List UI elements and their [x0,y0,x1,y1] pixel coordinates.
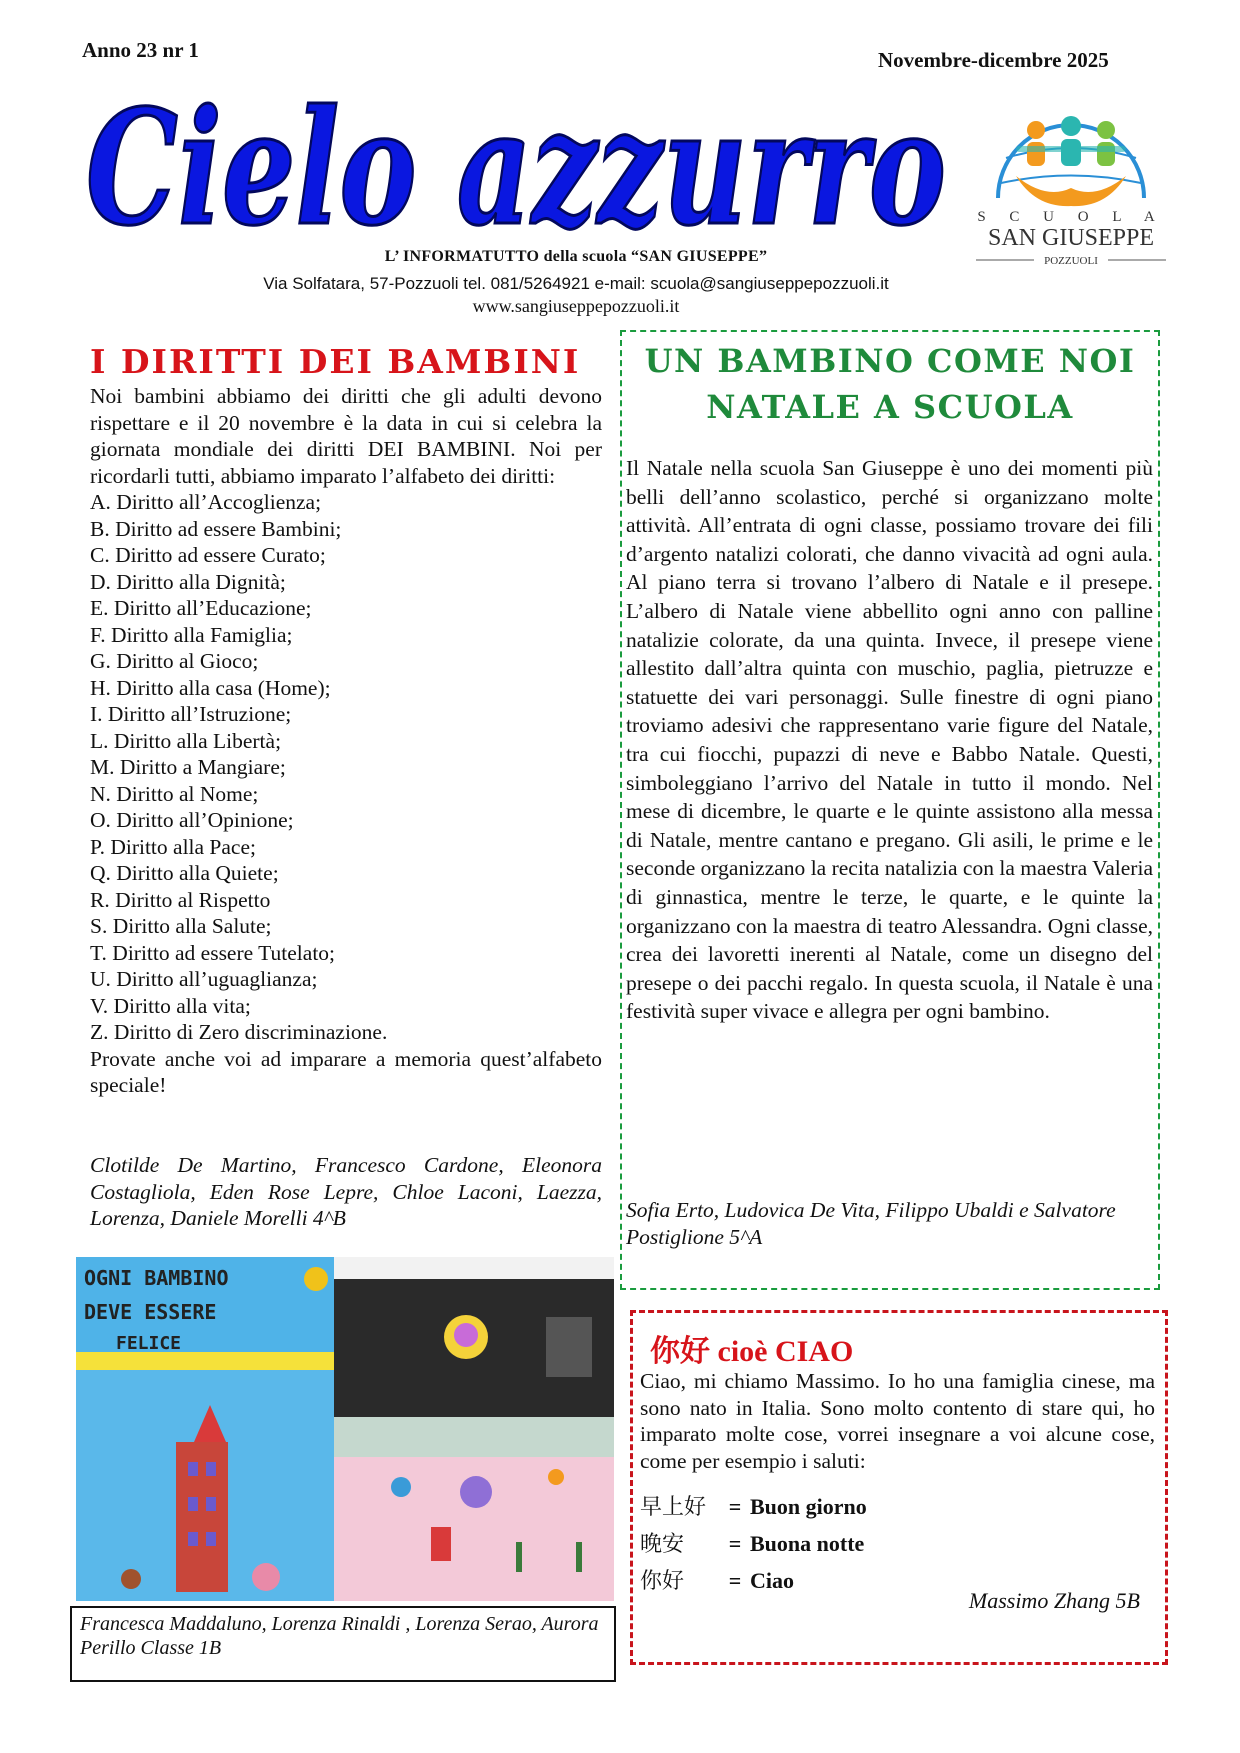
logo-scuola: S C U O L A [977,209,1165,225]
drawing-caption: Francesca Maddaluno, Lorenza Rinaldi , Lorenza Serao, Aurora Perillo Classe 1B [70,1606,616,1682]
greeting-row [640,1490,867,1521]
left-article-body [90,383,602,1099]
children-figures-icon [1016,116,1126,166]
list-item: G. Diritto al Gioco; [90,649,259,673]
list-item: B. Diritto ad essere Bambini; [90,516,342,541]
list-item: I. Diritto all’Istruzione; [90,702,292,726]
greeting-equals: = [728,1531,742,1556]
greeting-chinese: 早上好 [640,1495,707,1520]
list-item: T. Diritto ad essere Tutelato; [90,940,336,965]
greeting-row [640,1527,864,1558]
list-item: S. Diritto alla Salute; [90,914,272,938]
right-article-authors: Sofia Erto, Ludovica De Vita, Filippo Ubaldi e Salvatore Postiglione 5^A [626,1198,1116,1249]
address-line: Via Solfatara, 57-Pozzuoli tel. 081/5264921 e-mail: scuola@sangiuseppepozzuoli.it [263,274,889,293]
drawing-text-1: OGNI BAMBINO [84,1266,229,1290]
list-item: F. Diritto alla Famiglia; [90,622,293,647]
list-item: D. Diritto alla Dignità; [90,569,286,594]
greeting-row [640,1564,794,1595]
list-item: A. Diritto all’Accoglienza; [90,490,322,514]
list-item: E. Diritto all’Educazione; [90,596,312,620]
left-article-intro: Noi bambini abbiamo dei diritti che gli adulti devono rispettare e il 20 novembre è la data in cui si celebra la giornata mondiale dei diritti DEI BAMBINI. Noi per ricordarli tutti, abbiamo imparato l’alfabeto dei diritti: [90,384,602,488]
masthead-title [76,55,956,270]
greeting-equals: = [728,1494,742,1519]
list-item: L. Diritto alla Libertà; [90,728,282,753]
left-article-authors: Clotilde De Martino, Francesco Cardone, Eleonora Costagliola, Eden Rose Lepre, Chloe Laconi, Laezza, Lorenza, Daniele Morelli 4^B [90,1153,602,1230]
list-item: P. Diritto alla Pace; [90,834,256,859]
tagline: L’ INFORMATUTTO della scuola “SAN GIUSEPPE” [384,248,768,265]
logo-name: SAN GIUSEPPE [987,225,1155,251]
greeting-chinese: 你好 [640,1569,685,1594]
list-item: Z. Diritto di Zero discriminazione. [90,1020,388,1044]
list-item: M. Diritto a Mangiare; [90,755,286,779]
list-item: R. Diritto al Rispetto [90,887,271,912]
rights-list [90,489,602,1046]
issue-number: Anno 23 nr 1 [82,38,199,62]
list-item: H. Diritto alla casa (Home); [90,675,331,700]
list-item: O. Diritto all’Opinione; [90,808,294,832]
list-item: C. Diritto ad essere Curato; [90,543,326,567]
issue-date: Novembre-dicembre 2025 [878,48,1109,72]
ciao-signature: Massimo Zhang 5B [968,1588,1140,1613]
right-article-title [620,338,1160,430]
hands-icon [1016,176,1126,206]
masthead-text: Cielo azzurro [86,76,946,261]
ciao-title: 你好 cioè CIAO [650,1335,854,1368]
list-item: U. Diritto all’uguaglianza; [90,967,318,991]
list-item: N. Diritto al Nome; [90,781,259,806]
list-item: V. Diritto alla vita; [90,993,251,1018]
list-item: Q. Diritto alla Quiete; [90,861,279,885]
greeting-italian: Buon giorno [750,1494,867,1519]
greeting-italian: Ciao [750,1568,794,1593]
right-title-line1: UN BAMBINO COME NOI [644,342,1136,380]
left-article-closing: Provate anche voi ad imparare a memoria quest’alfabeto speciale! [90,1046,602,1097]
logo-city: POZZUOLI [1044,255,1098,267]
drawing-text-3: FELICE [116,1333,182,1354]
right-title-line2: NATALE A SCUOLA [706,388,1074,426]
greeting-italian: Buona notte [750,1531,865,1556]
school-logo [976,88,1166,274]
left-article-title: I DIRITTI DEI BAMBINI [90,342,581,381]
drawing-text-2: DEVE ESSERE [84,1300,217,1324]
website-link[interactable]: www.sangiuseppepozzuoli.it [472,296,680,316]
right-article-body: Il Natale nella scuola San Giuseppe è uno dei momenti più belli dell’anno scolastico, perché si organizzano molte attività. All’entrata di ogni classe, possiamo trovare dei fili d’argento natalizi colorati, che danno vivacità ad ogni aula. Al piano terra si trovano l’albero di Natale e il presepe. L’albero di Natale viene abbellito ogni anno con palline natalizie colorate, da una quinta. Invece, il presepe viene allestito dall’altra quinta con muschio, paglia, pietruzze e statuette dei vari personaggi. Sulle finestre di ogni piano troviamo adesivi che rappresentano varie figure del Natale, tra cui fiocchi, pupazzi di neve e Babbo Natale. Questi, simboleggiano l’arrivo del Natale in tutto il mondo. Nel mese di dicembre, le quarte e le quinte assistono alla messa di Natale, mentre cantano e pregano. Gli asili, le prime e le seconde organizzano la recita natalizia con la maestra Valeria di ginnastica, mentre le terze, le quarte, e le quinte la organizzano con la maestra di teatro Alessandra. Ogni classe, crea dei lavoretti inerenti al Natale, come un disegno del presepe o dei pacchi regalo. In questa scuola, il Natale è una festività super vivace e allegra per ogni bambino. [626,456,1153,1024]
greeting-chinese: 晚安 [640,1532,685,1557]
greeting-equals: = [728,1568,742,1593]
ciao-body: Ciao, mi chiamo Massimo. Io ho una famiglia cinese, ma sono nato in Italia. Sono molto contento di stare qui, ho imparato molte cose, vorrei insegnare a voi alcune cose, come per esempio i saluti: [640,1369,1155,1473]
child-drawing [76,1257,614,1601]
